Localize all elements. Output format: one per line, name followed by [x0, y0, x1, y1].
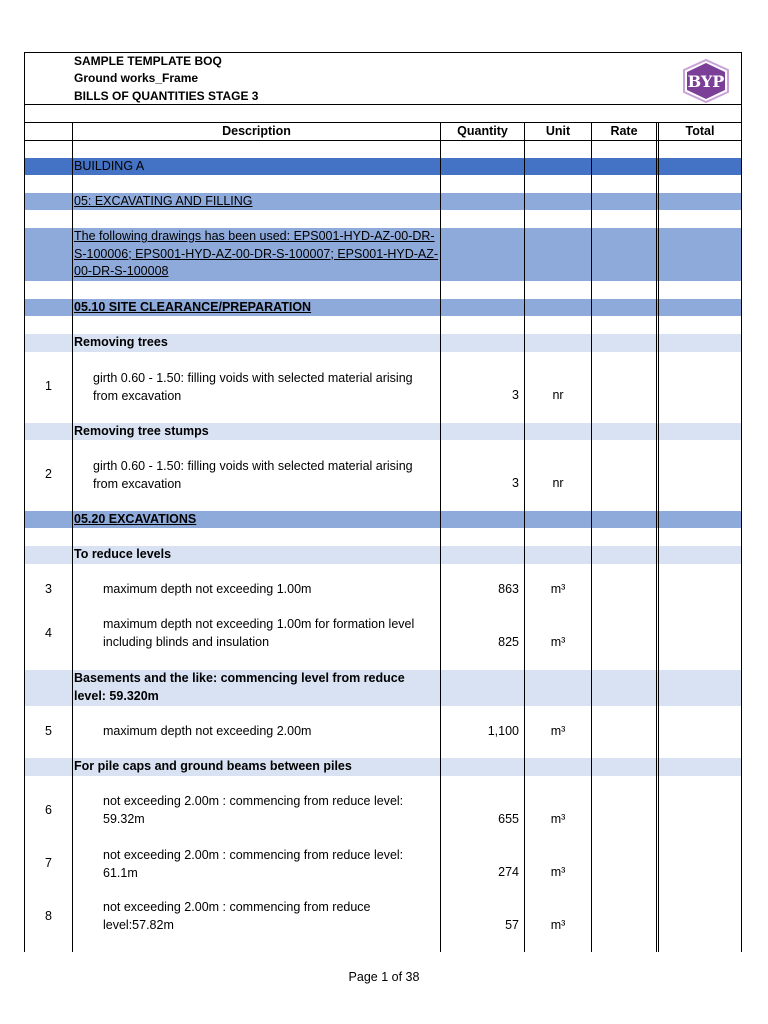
- heading-reduce-levels: To reduce levels: [74, 547, 172, 561]
- item-quantity: 655: [498, 812, 519, 826]
- item-description: not exceeding 2.00m : commencing from reduce level: 61.1m: [103, 848, 404, 880]
- item-description: maximum depth not exceeding 2.00m: [103, 724, 312, 738]
- item-description: not exceeding 2.00m : commencing from reduce level: 59.32m: [103, 794, 404, 826]
- col-rate: Rate: [610, 124, 638, 138]
- item-unit: nr: [552, 388, 564, 402]
- heading-removing-stumps: Removing tree stumps: [74, 424, 209, 438]
- item-quantity: 825: [498, 635, 519, 649]
- item-description: maximum depth not exceeding 1.00m: [103, 582, 312, 596]
- frame-right: [741, 52, 742, 952]
- item-number: 5: [45, 724, 52, 738]
- rule-colhead-bottom: [24, 140, 742, 141]
- col-divider-rate-double: [658, 122, 659, 952]
- heading-basements: Basements and the like: commencing level from reduce level: 59.320m: [74, 671, 405, 703]
- item-number: 3: [45, 582, 52, 596]
- item-quantity: 57: [505, 918, 519, 932]
- item-unit: nr: [552, 476, 564, 490]
- heading-removing-trees: Removing trees: [74, 335, 168, 349]
- col-divider-unit: [591, 122, 592, 952]
- logo-text: BYP: [687, 72, 725, 91]
- item-number: 2: [45, 467, 52, 481]
- doc-title: SAMPLE TEMPLATE BOQ: [74, 54, 222, 68]
- doc-stage: BILLS OF QUANTITIES STAGE 3: [74, 89, 259, 103]
- item-unit: m³: [550, 865, 566, 879]
- doc-subtitle: Ground works_Frame: [74, 71, 199, 85]
- item-unit: m³: [550, 582, 566, 596]
- item-number: 7: [45, 856, 52, 870]
- item-unit: m³: [550, 724, 566, 738]
- item-quantity: 1,100: [487, 724, 519, 738]
- item-unit: m³: [550, 635, 566, 649]
- section-excavations: 05.20 EXCAVATIONS: [74, 512, 197, 526]
- item-quantity: 274: [498, 865, 519, 879]
- item-unit: m³: [550, 918, 566, 932]
- item-quantity: 3: [512, 476, 519, 490]
- item-quantity: 3: [512, 388, 519, 402]
- section-drawings: The following drawings has been used: EPS001-HYD-AZ-00-DR-S-100006; EPS001-HYD-AZ-00-DR-S-100007; EPS001-HYD-AZ-00-DR-S-100008: [74, 229, 439, 278]
- item-quantity: 863: [498, 582, 519, 596]
- col-unit: Unit: [545, 124, 571, 138]
- section-excavating: 05: EXCAVATING AND FILLING: [74, 194, 253, 208]
- byp-logo: [679, 58, 734, 104]
- boq-sheet: [24, 52, 742, 952]
- col-divider-no: [72, 122, 73, 952]
- col-description: Description: [222, 124, 291, 138]
- item-number: 4: [45, 626, 52, 640]
- section-site-clearance: 05.10 SITE CLEARANCE/PREPARATION: [74, 300, 312, 314]
- item-number: 6: [45, 803, 52, 817]
- section-building: BUILDING A: [74, 159, 145, 173]
- heading-pile-caps: For pile caps and ground beams between piles: [74, 759, 352, 773]
- item-unit: m³: [550, 812, 566, 826]
- col-quantity: Quantity: [457, 124, 508, 138]
- item-number: 1: [45, 379, 52, 393]
- item-description: girth 0.60 - 1.50: filling voids with selected material arising from excavation: [93, 459, 413, 491]
- page-number: Page 1 of 38: [348, 970, 420, 984]
- item-description: not exceeding 2.00m : commencing from reduce level:57.82m: [103, 900, 371, 932]
- item-description: girth 0.60 - 1.50: filling voids with selected material arising from excavation: [93, 371, 413, 403]
- item-description: maximum depth not exceeding 1.00m for formation level including blinds and insulation: [103, 617, 415, 649]
- col-total: Total: [685, 124, 715, 138]
- item-number: 8: [45, 909, 52, 923]
- col-divider-rate: [656, 122, 657, 952]
